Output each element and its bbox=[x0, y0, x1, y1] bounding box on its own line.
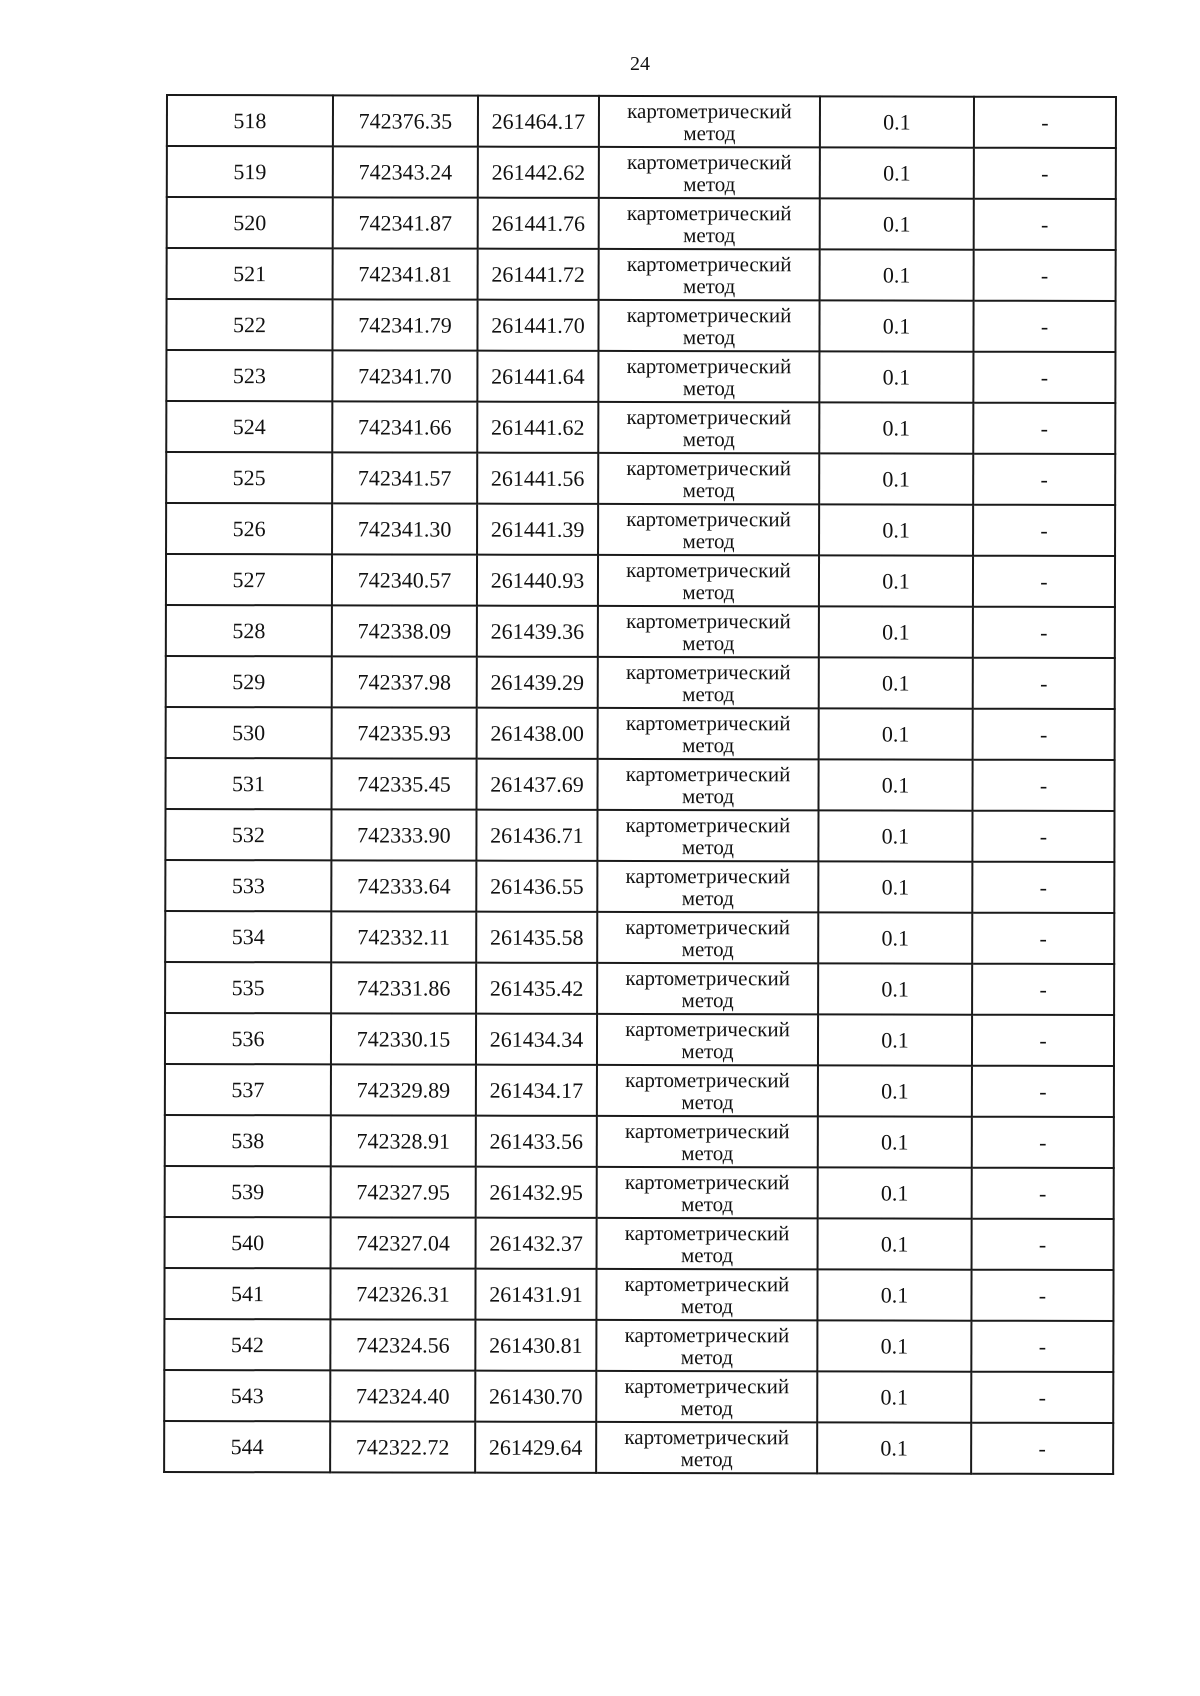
note-cell: - bbox=[972, 862, 1114, 913]
y-coordinate-cell: 261436.71 bbox=[476, 810, 597, 861]
x-coordinate-cell: 742327.95 bbox=[331, 1166, 476, 1217]
accuracy-cell: 0.1 bbox=[820, 198, 974, 249]
method-line-1: картометрический bbox=[626, 455, 792, 480]
point-number-cell: 538 bbox=[165, 1115, 331, 1166]
table-row bbox=[165, 962, 1114, 1015]
x-coordinate-cell: 742327.04 bbox=[331, 1217, 476, 1268]
method-line-1: картометрический bbox=[625, 1067, 790, 1092]
accuracy-cell: 0.1 bbox=[818, 861, 972, 912]
method-line-2: метод bbox=[681, 936, 734, 961]
point-number-cell: 521 bbox=[167, 248, 333, 299]
accuracy-cell: 0.1 bbox=[818, 810, 972, 861]
accuracy-cell: 0.1 bbox=[819, 606, 973, 657]
method-cell bbox=[597, 1116, 818, 1167]
table-row bbox=[165, 1217, 1114, 1270]
x-coordinate-cell: 742333.90 bbox=[331, 809, 476, 860]
method-line-2: метод bbox=[681, 834, 734, 859]
method-line-1: картометрический bbox=[627, 98, 792, 123]
method-cell bbox=[597, 912, 818, 963]
note-cell: - bbox=[972, 1117, 1114, 1168]
accuracy-cell: 0.1 bbox=[817, 1269, 971, 1320]
method-line-1: картометрический bbox=[624, 1169, 790, 1194]
method-line-2: метод bbox=[681, 1140, 734, 1165]
x-coordinate-cell: 742340.57 bbox=[332, 554, 477, 605]
method-line-1: картометрический bbox=[625, 965, 790, 990]
note-cell: - bbox=[973, 352, 1115, 403]
table-row bbox=[166, 503, 1115, 556]
method-cell bbox=[599, 147, 820, 198]
accuracy-cell: 0.1 bbox=[818, 1014, 972, 1065]
point-number-cell: 524 bbox=[166, 401, 332, 452]
y-coordinate-cell: 261441.39 bbox=[477, 504, 598, 555]
note-cell: - bbox=[972, 1168, 1114, 1219]
note-cell: - bbox=[973, 301, 1115, 352]
point-number-cell: 534 bbox=[165, 911, 331, 962]
note-cell: - bbox=[973, 760, 1115, 811]
point-number-cell: 532 bbox=[165, 809, 331, 860]
accuracy-cell: 0.1 bbox=[819, 300, 973, 351]
method-cell bbox=[596, 1320, 817, 1371]
method-line-2: метод bbox=[681, 783, 735, 808]
point-number-cell: 520 bbox=[167, 197, 333, 248]
y-coordinate-cell: 261432.95 bbox=[476, 1167, 597, 1218]
accuracy-cell: 0.1 bbox=[818, 1116, 972, 1167]
point-number-cell: 543 bbox=[164, 1370, 330, 1421]
method-line-2: метод bbox=[682, 324, 736, 349]
table-row bbox=[164, 1268, 1113, 1321]
note-cell: - bbox=[971, 1423, 1113, 1474]
y-coordinate-cell: 261434.17 bbox=[476, 1065, 597, 1116]
method-line-1: картометрический bbox=[625, 812, 791, 837]
table-row bbox=[165, 1013, 1114, 1066]
x-coordinate-cell: 742329.89 bbox=[331, 1064, 476, 1115]
method-line-1: картометрический bbox=[624, 1424, 790, 1449]
y-coordinate-cell: 261435.42 bbox=[476, 963, 597, 1014]
accuracy-cell: 0.1 bbox=[819, 555, 973, 606]
method-line-1: картометрический bbox=[625, 659, 791, 684]
method-line-1: картометрический bbox=[624, 1322, 790, 1347]
method-line-2: метод bbox=[682, 732, 735, 757]
table-row bbox=[165, 1166, 1114, 1219]
method-line-1: картометрический bbox=[624, 1220, 790, 1245]
table-row bbox=[167, 146, 1116, 199]
page-number: 24 bbox=[630, 53, 650, 75]
y-coordinate-cell: 261429.64 bbox=[475, 1422, 596, 1473]
note-cell: - bbox=[973, 658, 1115, 709]
method-line-2: метод bbox=[683, 120, 736, 145]
method-line-1: картометрический bbox=[625, 1016, 790, 1041]
method-line-1: картометрический bbox=[626, 404, 792, 429]
y-coordinate-cell: 261433.56 bbox=[476, 1116, 597, 1167]
x-coordinate-cell: 742376.35 bbox=[333, 95, 478, 146]
method-line-2: метод bbox=[680, 1344, 733, 1369]
x-coordinate-cell: 742337.98 bbox=[332, 656, 477, 707]
accuracy-cell: 0.1 bbox=[817, 1320, 971, 1371]
note-cell: - bbox=[973, 454, 1115, 505]
y-coordinate-cell: 261434.34 bbox=[476, 1014, 597, 1065]
accuracy-cell: 0.1 bbox=[819, 657, 973, 708]
x-coordinate-cell: 742324.56 bbox=[330, 1319, 475, 1370]
accuracy-cell: 0.1 bbox=[818, 963, 972, 1014]
method-cell bbox=[598, 708, 819, 759]
note-cell: - bbox=[973, 403, 1115, 454]
point-number-cell: 540 bbox=[165, 1217, 331, 1268]
note-cell: - bbox=[972, 811, 1114, 862]
x-coordinate-cell: 742341.81 bbox=[333, 248, 478, 299]
method-line-2: метод bbox=[682, 375, 735, 400]
point-number-cell: 523 bbox=[166, 350, 332, 401]
y-coordinate-cell: 261438.00 bbox=[477, 708, 598, 759]
y-coordinate-cell: 261432.37 bbox=[476, 1218, 597, 1269]
point-number-cell: 533 bbox=[165, 860, 331, 911]
point-number-cell: 539 bbox=[165, 1166, 331, 1217]
y-coordinate-cell: 261441.56 bbox=[477, 453, 598, 504]
point-number-cell: 542 bbox=[164, 1319, 330, 1370]
method-cell bbox=[596, 1371, 817, 1422]
point-number-cell: 527 bbox=[166, 554, 332, 605]
x-coordinate-cell: 742330.15 bbox=[331, 1013, 476, 1064]
note-cell: - bbox=[972, 1066, 1114, 1117]
method-line-2: метод bbox=[683, 273, 736, 298]
point-number-cell: 535 bbox=[165, 962, 331, 1013]
table-row bbox=[166, 656, 1115, 709]
note-cell: - bbox=[974, 250, 1116, 301]
y-coordinate-cell: 261435.58 bbox=[476, 912, 597, 963]
method-line-1: картометрический bbox=[626, 557, 791, 582]
method-cell bbox=[597, 810, 818, 861]
y-coordinate-cell: 261430.70 bbox=[475, 1371, 596, 1422]
y-coordinate-cell: 261436.55 bbox=[476, 861, 597, 912]
note-cell: - bbox=[971, 1372, 1113, 1423]
method-line-1: картометрический bbox=[626, 302, 792, 327]
method-line-2: метод bbox=[682, 426, 735, 451]
x-coordinate-cell: 742341.57 bbox=[332, 452, 477, 503]
point-number-cell: 531 bbox=[166, 758, 332, 809]
x-coordinate-cell: 742326.31 bbox=[330, 1268, 475, 1319]
method-cell bbox=[598, 504, 819, 555]
accuracy-cell: 0.1 bbox=[820, 249, 974, 300]
method-cell bbox=[596, 1422, 817, 1473]
point-number-cell: 528 bbox=[166, 605, 332, 656]
x-coordinate-cell: 742324.40 bbox=[330, 1370, 475, 1421]
method-cell bbox=[599, 249, 820, 300]
note-cell: - bbox=[973, 607, 1115, 658]
method-cell bbox=[597, 861, 818, 912]
method-line-2: метод bbox=[681, 1191, 734, 1216]
method-line-1: картометрический bbox=[627, 149, 792, 174]
note-cell: - bbox=[973, 556, 1115, 607]
x-coordinate-cell: 742335.45 bbox=[332, 758, 477, 809]
y-coordinate-cell: 261441.64 bbox=[477, 351, 598, 402]
y-coordinate-cell: 261441.72 bbox=[478, 249, 599, 300]
method-line-2: метод bbox=[682, 681, 735, 706]
method-line-2: метод bbox=[681, 1038, 734, 1063]
method-line-2: метод bbox=[680, 1293, 734, 1318]
accuracy-cell: 0.1 bbox=[818, 1065, 972, 1116]
method-cell bbox=[597, 1218, 818, 1269]
method-cell bbox=[599, 198, 820, 249]
accuracy-cell: 0.1 bbox=[819, 402, 973, 453]
accuracy-cell: 0.1 bbox=[818, 1167, 972, 1218]
note-cell: - bbox=[973, 709, 1115, 760]
method-line-1: картометрический bbox=[625, 863, 791, 888]
x-coordinate-cell: 742341.30 bbox=[332, 503, 477, 554]
table-row bbox=[166, 554, 1115, 607]
method-line-1: картометрический bbox=[626, 608, 791, 633]
method-line-1: картометрический bbox=[624, 1373, 790, 1398]
note-cell: - bbox=[974, 199, 1116, 250]
x-coordinate-cell: 742341.87 bbox=[333, 197, 478, 248]
method-line-1: картометрический bbox=[626, 251, 792, 276]
note-cell: - bbox=[974, 97, 1116, 148]
table-row bbox=[167, 197, 1116, 250]
y-coordinate-cell: 261442.62 bbox=[478, 147, 599, 198]
method-line-2: метод bbox=[682, 579, 735, 604]
x-coordinate-cell: 742332.11 bbox=[331, 911, 476, 962]
note-cell: - bbox=[972, 913, 1114, 964]
y-coordinate-cell: 261464.17 bbox=[478, 96, 599, 147]
table-row bbox=[166, 350, 1115, 403]
coordinates-table bbox=[163, 94, 1117, 1475]
table-row bbox=[167, 248, 1116, 301]
note-cell: - bbox=[972, 1219, 1114, 1270]
point-number-cell: 544 bbox=[164, 1421, 330, 1472]
x-coordinate-cell: 742341.79 bbox=[332, 299, 477, 350]
note-cell: - bbox=[974, 148, 1116, 199]
point-number-cell: 525 bbox=[166, 452, 332, 503]
method-line-2: метод bbox=[681, 987, 734, 1012]
x-coordinate-cell: 742333.64 bbox=[331, 860, 476, 911]
method-line-2: метод bbox=[683, 171, 736, 196]
note-cell: - bbox=[971, 1321, 1113, 1372]
method-line-2: метод bbox=[680, 1446, 733, 1471]
accuracy-cell: 0.1 bbox=[817, 1422, 971, 1473]
method-cell bbox=[597, 1065, 818, 1116]
table-row bbox=[167, 95, 1116, 148]
x-coordinate-cell: 742322.72 bbox=[330, 1421, 475, 1472]
table-row bbox=[165, 809, 1114, 862]
method-line-1: картометрический bbox=[626, 353, 792, 378]
accuracy-cell: 0.1 bbox=[820, 147, 974, 198]
table-row bbox=[165, 911, 1114, 964]
x-coordinate-cell: 742338.09 bbox=[332, 605, 477, 656]
table-row bbox=[164, 1370, 1113, 1423]
x-coordinate-cell: 742341.66 bbox=[332, 401, 477, 452]
y-coordinate-cell: 261440.93 bbox=[477, 555, 598, 606]
point-number-cell: 519 bbox=[167, 146, 333, 197]
table-body bbox=[164, 95, 1116, 1474]
accuracy-cell: 0.1 bbox=[818, 1218, 972, 1269]
method-cell bbox=[598, 657, 819, 708]
y-coordinate-cell: 261439.36 bbox=[477, 606, 598, 657]
x-coordinate-cell: 742343.24 bbox=[333, 146, 478, 197]
table-row bbox=[165, 1064, 1114, 1117]
method-line-2: метод bbox=[680, 1395, 733, 1420]
method-cell bbox=[598, 351, 819, 402]
note-cell: - bbox=[971, 1270, 1113, 1321]
method-line-1: картометрический bbox=[626, 506, 791, 531]
table-row bbox=[165, 860, 1114, 913]
accuracy-cell: 0.1 bbox=[820, 96, 974, 147]
y-coordinate-cell: 261431.91 bbox=[475, 1269, 596, 1320]
method-line-1: картометрический bbox=[625, 914, 791, 939]
y-coordinate-cell: 261441.76 bbox=[478, 198, 599, 249]
method-line-2: метод bbox=[683, 222, 736, 247]
method-cell bbox=[597, 1167, 818, 1218]
x-coordinate-cell: 742328.91 bbox=[331, 1115, 476, 1166]
note-cell: - bbox=[972, 1015, 1114, 1066]
method-cell bbox=[597, 1014, 818, 1065]
method-cell bbox=[596, 1269, 817, 1320]
accuracy-cell: 0.1 bbox=[817, 1371, 971, 1422]
y-coordinate-cell: 261441.62 bbox=[477, 402, 598, 453]
point-number-cell: 541 bbox=[164, 1268, 330, 1319]
table-row bbox=[166, 299, 1115, 352]
y-coordinate-cell: 261430.81 bbox=[475, 1320, 596, 1371]
point-number-cell: 537 bbox=[165, 1064, 331, 1115]
y-coordinate-cell: 261441.70 bbox=[477, 300, 598, 351]
method-line-2: метод bbox=[681, 885, 734, 910]
y-coordinate-cell: 261439.29 bbox=[477, 657, 598, 708]
x-coordinate-cell: 742341.70 bbox=[332, 350, 477, 401]
table-row bbox=[166, 401, 1115, 454]
method-cell bbox=[597, 963, 818, 1014]
method-cell bbox=[598, 453, 819, 504]
note-cell: - bbox=[972, 964, 1114, 1015]
accuracy-cell: 0.1 bbox=[819, 453, 973, 504]
method-line-2: метод bbox=[682, 630, 735, 655]
accuracy-cell: 0.1 bbox=[819, 708, 973, 759]
method-line-1: картометрический bbox=[625, 710, 791, 735]
note-cell: - bbox=[973, 505, 1115, 556]
point-number-cell: 526 bbox=[166, 503, 332, 554]
x-coordinate-cell: 742331.86 bbox=[331, 962, 476, 1013]
table-row bbox=[166, 605, 1115, 658]
point-number-cell: 530 bbox=[166, 707, 332, 758]
accuracy-cell: 0.1 bbox=[818, 912, 972, 963]
method-line-1: картометрический bbox=[626, 200, 792, 225]
method-cell bbox=[598, 402, 819, 453]
table-row bbox=[166, 707, 1115, 760]
accuracy-cell: 0.1 bbox=[819, 351, 973, 402]
point-number-cell: 518 bbox=[167, 95, 333, 146]
method-line-2: метод bbox=[682, 528, 735, 553]
table-row bbox=[166, 452, 1115, 505]
table-row bbox=[164, 1421, 1113, 1474]
point-number-cell: 529 bbox=[166, 656, 332, 707]
method-cell bbox=[598, 606, 819, 657]
method-line-2: метод bbox=[682, 477, 735, 502]
method-cell bbox=[598, 555, 819, 606]
method-line-1: картометрический bbox=[624, 1271, 790, 1296]
table-row bbox=[164, 1319, 1113, 1372]
method-cell bbox=[599, 96, 820, 147]
method-cell bbox=[598, 300, 819, 351]
method-line-1: картометрический bbox=[624, 1118, 790, 1143]
method-line-1: картометрический bbox=[625, 761, 791, 786]
point-number-cell: 536 bbox=[165, 1013, 331, 1064]
method-line-2: метод bbox=[681, 1089, 734, 1114]
x-coordinate-cell: 742335.93 bbox=[332, 707, 477, 758]
y-coordinate-cell: 261437.69 bbox=[477, 759, 598, 810]
method-line-2: метод bbox=[680, 1242, 734, 1267]
table-row bbox=[165, 1115, 1114, 1168]
table-row bbox=[166, 758, 1115, 811]
method-cell bbox=[598, 759, 819, 810]
point-number-cell: 522 bbox=[166, 299, 332, 350]
accuracy-cell: 0.1 bbox=[819, 504, 973, 555]
accuracy-cell: 0.1 bbox=[819, 759, 973, 810]
